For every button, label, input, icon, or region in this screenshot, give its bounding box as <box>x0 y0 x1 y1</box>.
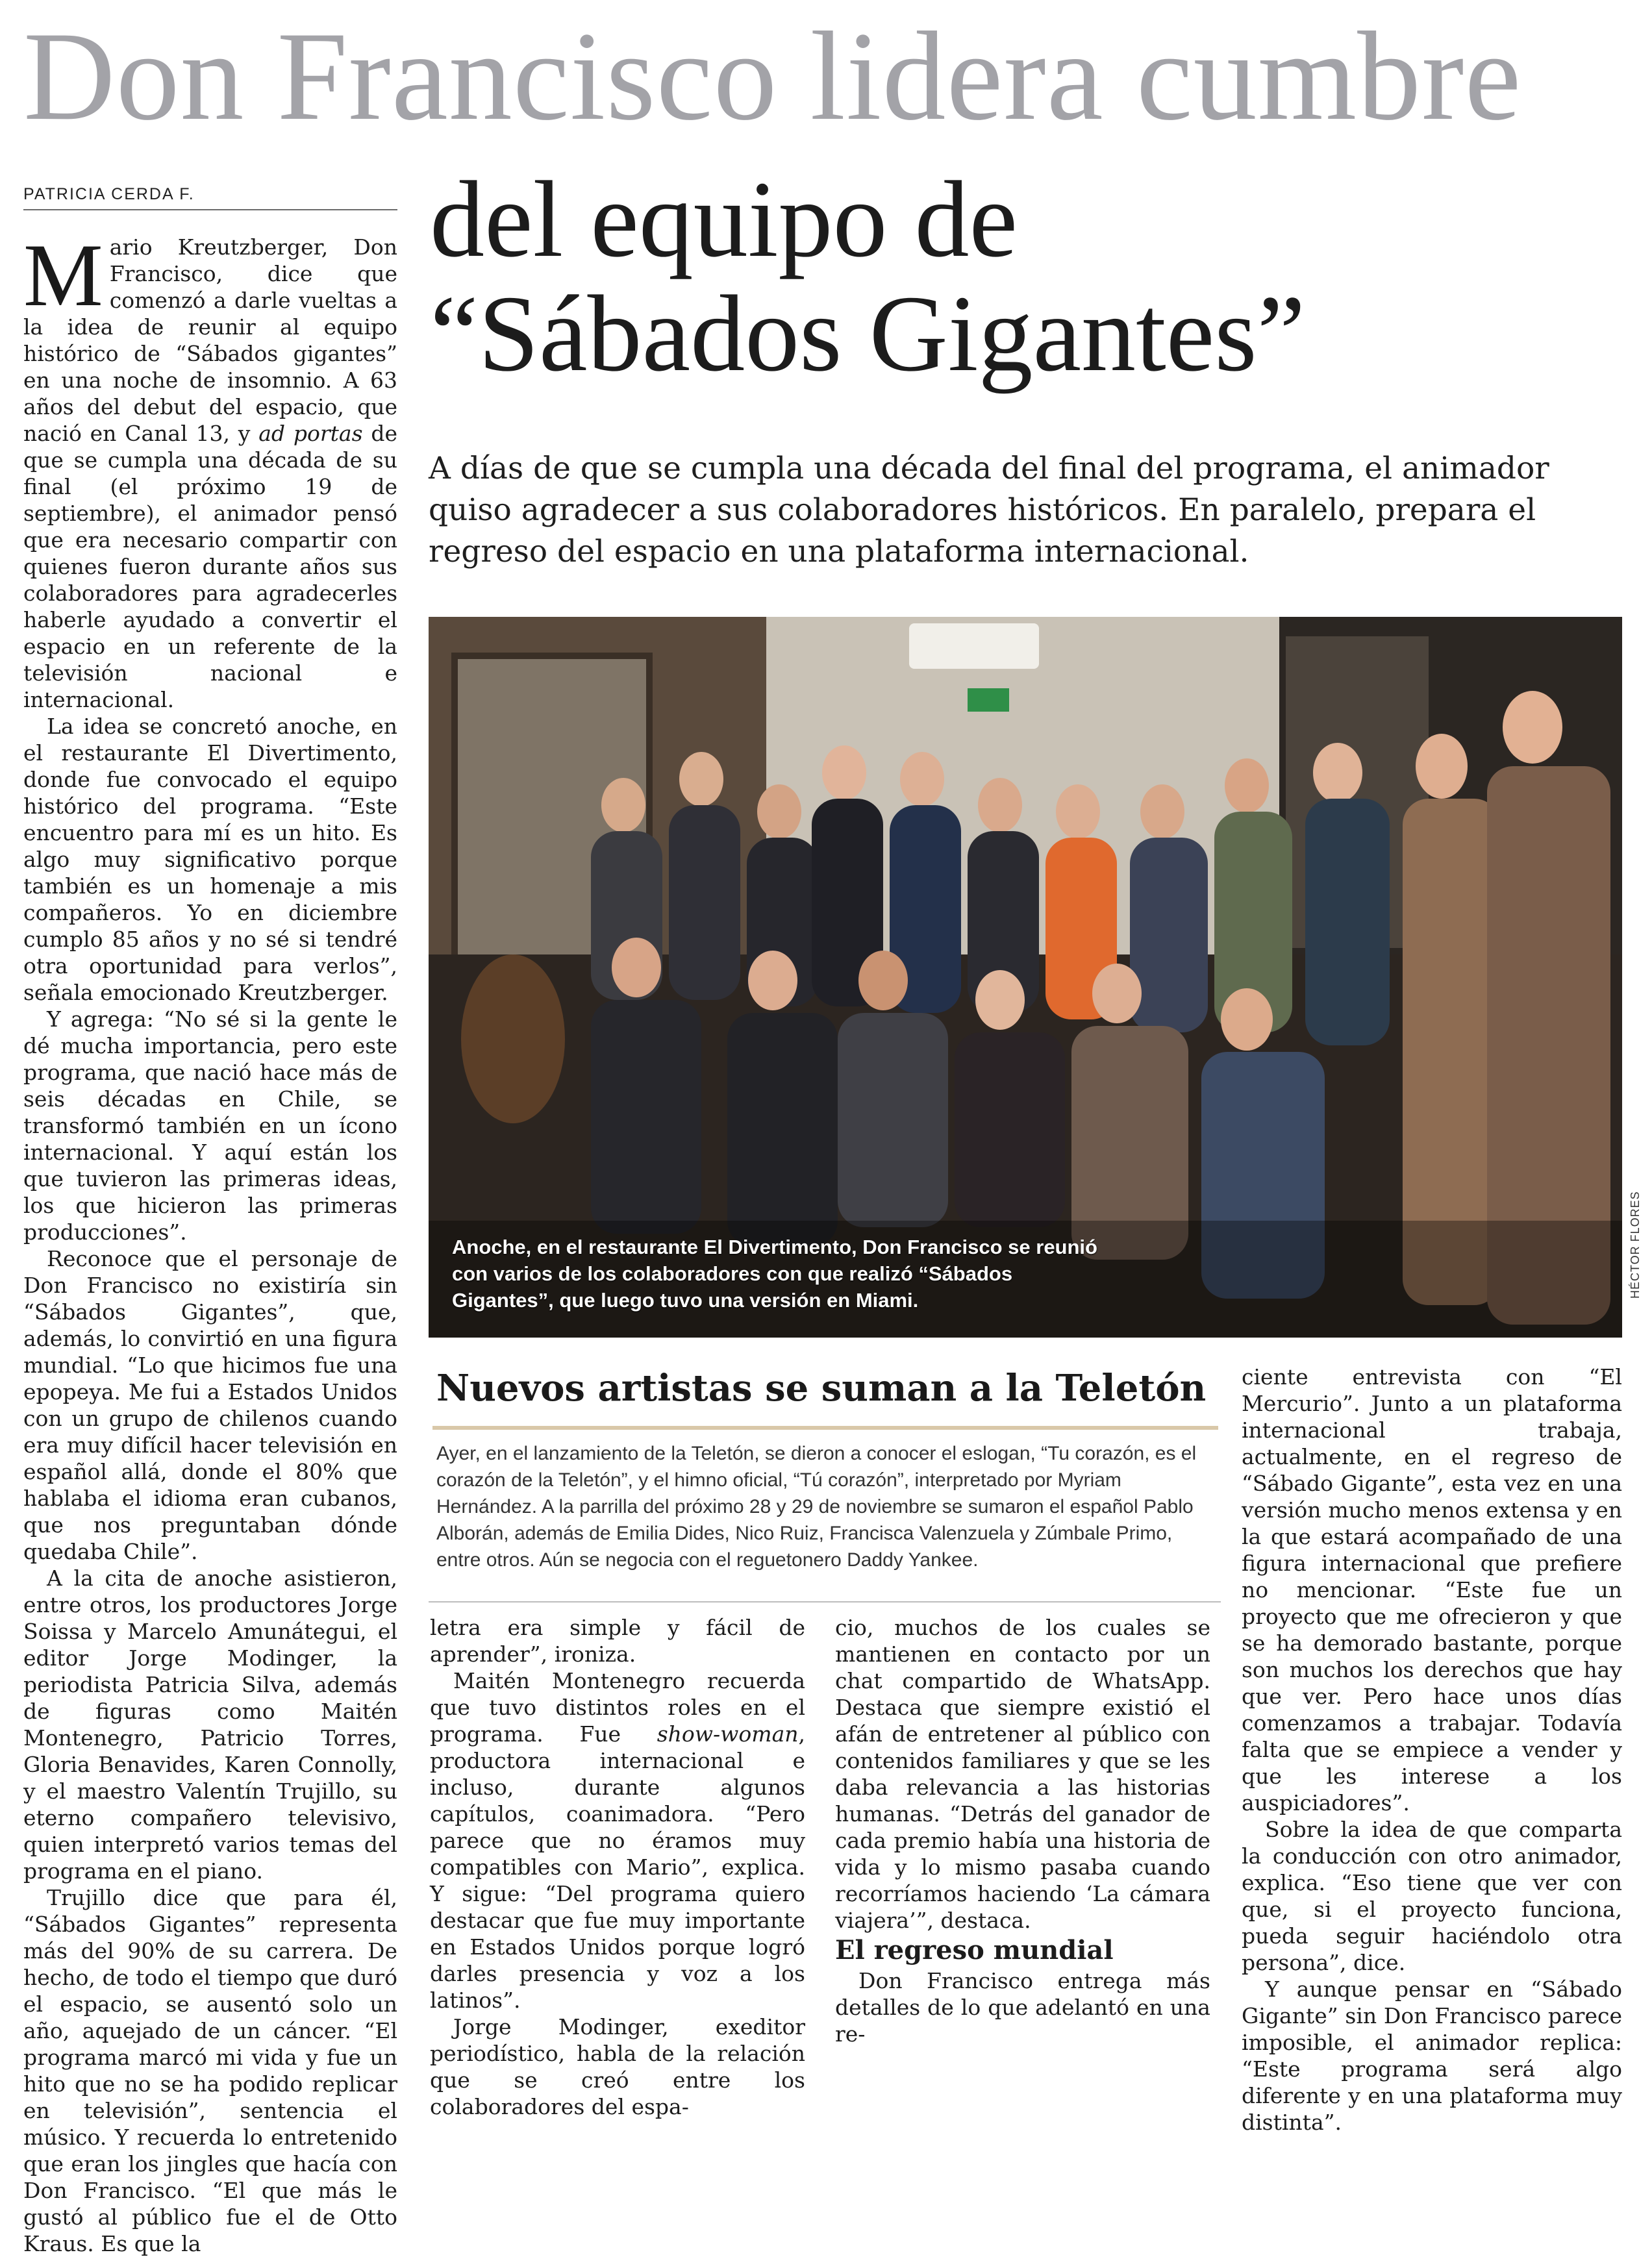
headline-line-3: “Sábados Gigantes” <box>430 273 1306 394</box>
photo-air-conditioner <box>909 623 1039 669</box>
paragraph: Sobre la idea de que comparta la conducción con otro animador, explica. “Eso tiene que ver con que, si el proyecto funciona, pueda seguir haciéndolo otra persona”, dice. <box>1242 1817 1622 1975</box>
drop-cap: M <box>23 225 103 325</box>
article-deck: A días de que se cumpla una década del final del programa, el animador quiso agradecer a sus colaboradores históricos. En paralelo, prepara el regreso del espacio en una plataforma internacional. <box>429 451 1549 569</box>
article-column-4 <box>1242 1364 1622 2135</box>
group-photo <box>429 617 1622 1338</box>
paragraph: Y aunque pensar en “Sábado Gigante” sin Don Francisco parece imposible, el animador replica: “Este programa será algo diferente y en una plataforma muy distinta”. <box>1242 1976 1622 2135</box>
article-column-1 <box>23 225 397 2256</box>
paragraph <box>23 225 397 713</box>
paragraph: Trujillo dice que para él, “Sábados Gigantes” representa más del 90% de su carrera. De hecho, de todo el tiempo que duró el espacio, se ausentó solo un año, aquejado de un cáncer. “El programa marcó mi vida y fue un hito que no se ha podido replicar en televisión”, sentencia el músico. Y recuerda lo entretenido que eran los jingles que hacía con Don Francisco. “El que más le gustó al público fue el de Otto Kraus. Es que la <box>23 1885 397 2256</box>
byline: PATRICIA CERDA F. <box>23 183 397 210</box>
headline-continued <box>430 159 1638 396</box>
sidebar-box-body: Ayer, en el lanzamiento de la Teletón, se dieron a conocer el eslogan, “Tu corazón, es el corazón de la Teletón”, y el himno oficial, “Tú corazón”, interpretado por Myriam Hernández. A la parrilla del próximo 28 y 29 de noviembre se sumaron el español Pablo Alborán, además de Emilia Dides, Nico Ruiz, Francisca Valenzuela y Zúmbale Primo, entre otros. Aún se negocia con el reguetonero Daddy Yankee. <box>436 1443 1197 1571</box>
paragraph: Reconoce que el personaje de Don Francisco no existiría sin “Sábados Gigantes”, que, además, lo convirtió en una figura mundial. “Lo que hicimos fue una epopeya. Me fui a Estados Unidos con un grupo de chilenos cuando era muy difícil hacer televisión en español allá, donde el 80% que hablaba el idioma eran cubanos, que nos preguntaban dónde quedaba Chile”. <box>23 1246 397 1564</box>
paragraph-text: , productora internacional e incluso, durante algunos capítulos, coanimadora. “Pero parece que no éramos muy compatibles con Mario”, explica. Y sigue: “Del programa quiero destacar que fue muy importante en Estados Unidos porque logró darles presencia y voz a los latinos”. <box>430 1721 805 2013</box>
sidebar-box-rule <box>432 1426 1218 1430</box>
sidebar-box-divider <box>429 1601 1221 1602</box>
paragraph: Jorge Modinger, exeditor periodístico, habla de la relación que se creó entre los colaboradores del espa- <box>430 2014 805 2119</box>
photo-barrel <box>461 954 565 1123</box>
paragraph: Y agrega: “No sé si la gente le dé mucha importancia, pero este programa, que nació hace más de seis décadas en Chile, se transformó también en un ícono internacional. Y aquí están los que tuvieron las primeras ideas, los que hicieron las primeras producciones”. <box>23 1006 397 1245</box>
headline-line-1: Don Francisco lidera cumbre <box>23 6 1522 147</box>
photo-credit: HÉCTOR FLORES <box>1629 1191 1642 1299</box>
paragraph: ciente entrevista con “El Mercurio”. Junto a un plataforma internacional trabaja, actualmente, en el regreso de “Sábado Gigante”, esta vez en una versión mucho menos extensa y en la que estará acompañado de una figura internacional que prefiere no mencionar. “Este fue un proyecto que me ofrecieron y que se ha demorado bastante, porque son muchos los derechos que hay que ver. Pero hace unos días comenzamos a trabajar. Todavía falta que se empiece a vender y que les interese a los auspiciadores”. <box>1242 1364 1622 1815</box>
paragraph <box>430 1667 805 2014</box>
paragraph-text: de que se cumpla una década de su final (el próximo 19 de septiembre), el animador pensó que era necesario compartir con quienes fueron durante años sus colaboradores para agradecerles haberle ayudado a convertir el espacio en un referente de la televisión nacional e internacional. <box>23 421 397 712</box>
photo-exit-sign <box>968 688 1009 712</box>
article-column-2 <box>430 1614 805 2119</box>
photo-caption: Anoche, en el restaurante El Divertimento, Don Francisco se reunió con varios de los colaboradores con que realizó “Sábados Gigantes”, que luego tuvo una versión en Miami. <box>452 1236 1097 1312</box>
subheading: El regreso mundial <box>835 1935 1114 1965</box>
paragraph: cio, muchos de los cuales se mantienen en contacto por un chat compartido de WhatsApp. Destaca que siempre existió el afán de entretener al público con contenidos familiares y que se les daba relevancia a las historias humanas. “Detrás del ganador de cada premio había una historia de vida y lo mismo pasaba cuando recorríamos haciendo ‘La cámara viajera’”, destaca. <box>835 1615 1210 1933</box>
paragraph-text: Maitén Montenegro recuerda que tuvo distintos roles en el programa. Fue <box>430 1668 805 1747</box>
sidebar-box-title: Nuevos artistas se suman a la Teletón <box>436 1367 1207 1410</box>
italic-text: show-woman <box>657 1721 799 1747</box>
article-column-3 <box>835 1614 1210 2082</box>
paragraph: La idea se concretó anoche, en el restaurante El Divertimento, donde fue convocado el equipo histórico del programa. “Este encuentro para mí es un hito. Es algo muy significativo porque también es un homenaje a mis compañeros. Yo en diciembre cumplo 85 años y no sé si tendré otra oportunidad para verlos”, señala emocionado Kreutzberger. <box>23 714 397 1005</box>
paragraph: letra era simple y fácil de aprender”, ironiza. <box>430 1615 805 1667</box>
headline-line-2: del equipo de <box>430 159 1018 280</box>
paragraph-text: ario Kreutzberger, Don Francisco, dice que comenzó a darle vueltas a la idea de reunir al equipo histórico de “Sábados gigantes” en una noche de insomnio. A 63 años del debut del espacio, que nació en Canal 13, y <box>23 234 397 446</box>
italic-text: ad portas <box>258 421 363 446</box>
paragraph: A la cita de anoche asistieron, entre otros, los productores Jorge Soissa y Marcelo Amunátegui, el editor Jorge Modinger, la periodista Patricia Silva, además de figuras como Maitén Montenegro, Patricio Torres, Gloria Benavides, Karen Connolly, y el maestro Valentín Trujillo, su eterno compañero televisivo, quien interpretó varios temas del programa en el piano. <box>23 1565 397 1884</box>
group-photo-illustration <box>429 617 1622 1338</box>
paragraph: Don Francisco entrega más detalles de lo que adelantó en una re- <box>835 1968 1210 2047</box>
